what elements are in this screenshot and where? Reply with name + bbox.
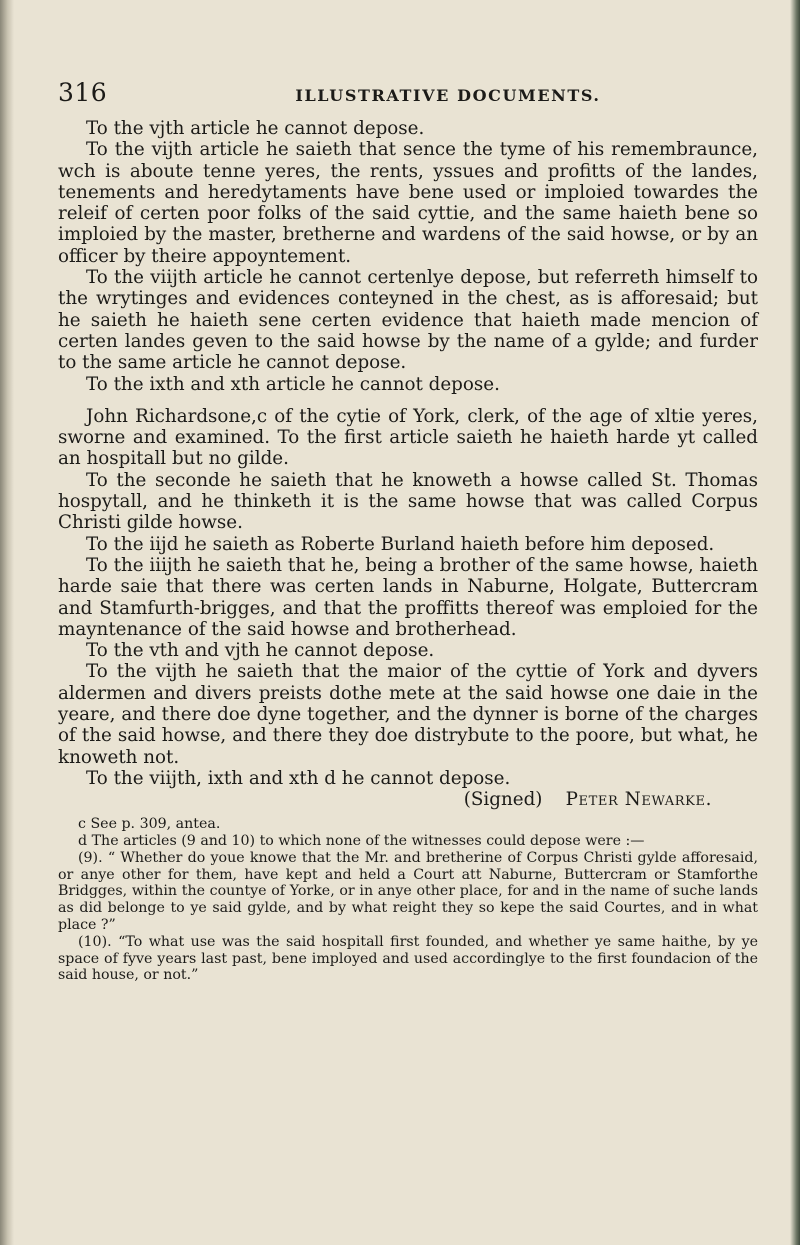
paragraph: To the vjth article he cannot depose.: [86, 118, 425, 139]
paragraph: To the vth and vjth he cannot depose.: [86, 640, 435, 662]
paragraph: John Richardsone,c of the cytie of York, clerk, of the age of xltie yeres, sworne and examined. To the first article saieth he haieth harde yt called an hospitall but no gilde.: [58, 405, 758, 470]
paragraph: To the vijth article he saieth that sence the tyme of his remembraunce, wch is aboute tenne yeres, the rents, yssues and profitts of the landes, tenements and heredytaments have bene used or imploied towardes the releif of certen poor folks of the said cyttie, and the same haieth bene so imploied by the master, bretherne and wardens of the said howse, or by an officer by theire appoyntement.: [58, 139, 758, 267]
main-text: [58, 118, 758, 789]
paragraph: To the vijth he saieth that the maior of the cyttie of York and dyvers aldermen and divers preists dothe mete at the said howse one daie in the yeare, and there doe dyne together, and the dynner is borne of the charges of the said howse, and there they doe distrybute to the poore, but what, he knoweth not.: [58, 661, 758, 768]
signature: [58, 789, 758, 811]
paragraph: To the iijd he saieth as Roberte Burland haieth before him deposed.: [86, 533, 715, 555]
footnote: (10). “To what use was the said hospitall first founded, and whether ye same haithe, by ye space of fyve years last past, bene imployed and used accordinglye to the first foundacion of the said house, or not.”: [58, 933, 758, 984]
book-page: [58, 78, 758, 984]
paragraph: To the iiijth he saieth that he, being a brother of the same howse, haieth harde saie that there was certen lands in Naburne, Holgate, Buttercram and Stamfurth-brigges, and that the proffitts thereof was emploied for the mayntenance of the said howse and brotherhead.: [58, 554, 758, 640]
page-edge-right: [790, 0, 800, 1245]
footnotes: [58, 816, 758, 984]
paragraph: To the viijth article he cannot certenlye depose, but referreth himself to the wrytinges and evidences conteyned in the chest, as is afforesaid; but he saieth he haieth sene certen evidence that haieth made mencion of certen landes geven to the said howse by the name of a gylde; and furder to the same article he cannot depose.: [58, 267, 758, 374]
paragraph: To the ixth and xth article he cannot depose.: [86, 373, 500, 395]
signature-prefix: (Signed): [463, 789, 543, 811]
footnote: c See p. 309, antea.: [78, 816, 221, 833]
paragraph: To the seconde he saieth that he knoweth a howse called St. Thomas hospytall, and he thinketh it is the same howse that was called Corpus Christi gilde howse.: [58, 469, 758, 534]
footnote: d The articles (9 and 10) to which none of the witnesses could depose were :—: [78, 833, 645, 849]
page-number: 316: [58, 78, 108, 107]
signature-name: Peter Newarke.: [565, 789, 712, 811]
footnote: (9). “ Whether do youe knowe that the Mr. and bretherine of Corpus Christi gylde afforesaid, or anye other for them, have kept and held a Court att Naburne, Buttercram or Stamforthe Bridgges, within the countye of Yorke, or in anye other place, for and in the name of suche lands as did belonge to ye said gylde, and by what reight they so kepe the said Courtes, and in what place ?”: [58, 849, 758, 933]
paragraph: To the viijth, ixth and xth d he cannot depose.: [86, 767, 511, 789]
running-head: [58, 78, 758, 118]
page-edge-left: [0, 0, 14, 1245]
running-title: ILLUSTRATIVE DOCUMENTS.: [295, 86, 601, 105]
